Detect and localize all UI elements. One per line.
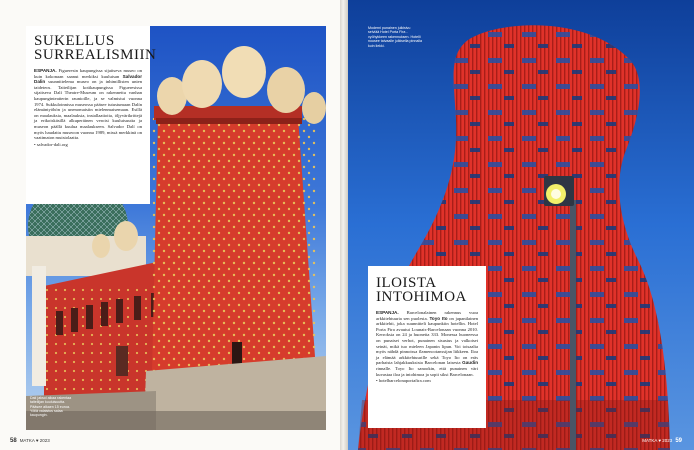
page-number-right: 59 (675, 438, 682, 444)
article-box-right (368, 266, 486, 428)
website-link[interactable]: • salvador-dali.org (34, 141, 68, 147)
folio-left (10, 438, 50, 444)
body-text-2: on japanilainen arkkitehti, joka suunnitteli kaupunkiin hotellin. Hotel Porta Fira avautui Lounais-Barcelonaan vuonna 2010. Kerroksia on 24 ja huoneita 333. Monessa huoneessa on punaiset verhot, punainen sisustus ja valkoiset seinät, mikä tuo mieleen Japanin lipun. Voi toisaalta myös nähdä pinnoissa flamencotanssijan liikkeen. Iloa ja elämää arkkitehtuurille sekä Toyo Ito on eräs parhaista lahjakkuuksista Barcelonan laisesta (376, 315, 478, 366)
spine-gutter (340, 0, 348, 450)
lead-label: ESPANJA. (376, 310, 399, 315)
street-lamp (570, 200, 576, 450)
highlight-name: Toyo Ito (429, 315, 448, 321)
body-text-2: suunnittelema museo on ja inhimillisten unien taideteos. Taiteilijan kotikaupungissa Figueresissa sijaitseva Dalí Theatre-Museum on rakennettu vanhan kaupunginteatterin raunioille, ja se valmistui vuonna 1974. Sukkuloinnissa museossa pääsee tutustumaan Dalín elämäntyöhön ja unenomaisiin mielenmaisemaan. Esillä on maalauksia, maalauksia, installaatioita, öljyvärikrittejä ja erikoiskäsillä alkuperäinen veroisi kuuluisuutta ja museon päällä kuulua maalaukseen. Salvador Dalí on myös haudattu museoon vuonna 1989, missä merkkinä on vaatimaton muistolaatta. (34, 79, 142, 141)
highlight-name-2: Gaudin (462, 360, 478, 366)
website-link-text[interactable]: hotelbarcelonaportafira.com (378, 378, 431, 384)
headline-line-2: SURREALISMIIN (34, 47, 157, 63)
article-body-right (376, 310, 478, 384)
article-body-left (34, 68, 142, 147)
folio-right (642, 438, 682, 444)
highlight-name: Salvador Dalin (34, 73, 142, 85)
website-link-text[interactable]: salvador-dali.org (36, 141, 68, 147)
body-text-1: Barcelonalainen rakennus vuoa arkkitehtuuria sen puolesta. (376, 310, 478, 321)
right-page (348, 0, 694, 450)
headline-line-2: INTOHIMOA (376, 289, 467, 305)
headline-line-1: SUKELLUS (34, 33, 115, 49)
article-box-left (26, 26, 157, 204)
magazine-name-left: MATKA ♥ 2023 (19, 438, 50, 443)
magazine-name-right: MATKA ♥ 2023 (642, 438, 673, 443)
headline-right (376, 276, 478, 304)
headline-line-1: ILOISTA (376, 275, 437, 291)
photo-caption-right: Moderni punainen julkisivu selviää Hotel Porta Fira -vyöhykkeen rakennuksen. Hotelli nousee taivaalle julkisella pinnalla kuin liekki. (368, 26, 422, 48)
body-text-1: Figueresin kaupungissa sijaitseva museo on kuin kokonaan saanut merkiksi kuuluisan (34, 68, 142, 79)
lead-label: ESPANJA. (34, 68, 57, 73)
left-page (0, 0, 340, 450)
headline-left (34, 33, 157, 63)
photo-caption-left: Dalí jaksoi alkaa rakentaa taiteilijan kuuluisuutta. Pääsee alkaen 15 euroa. Yöllä valaistus salaa kaupungin. (30, 396, 72, 418)
body-text-3: rinnalle. Toyo Ito sanookin, että punainen väri kuvastaa iloa ja intohimoa ja sopii siksi Barcelonaan. (376, 365, 478, 377)
page-number-left: 58 (10, 438, 17, 444)
website-link[interactable]: • hotelbarcelonaportafira.com (376, 378, 431, 384)
